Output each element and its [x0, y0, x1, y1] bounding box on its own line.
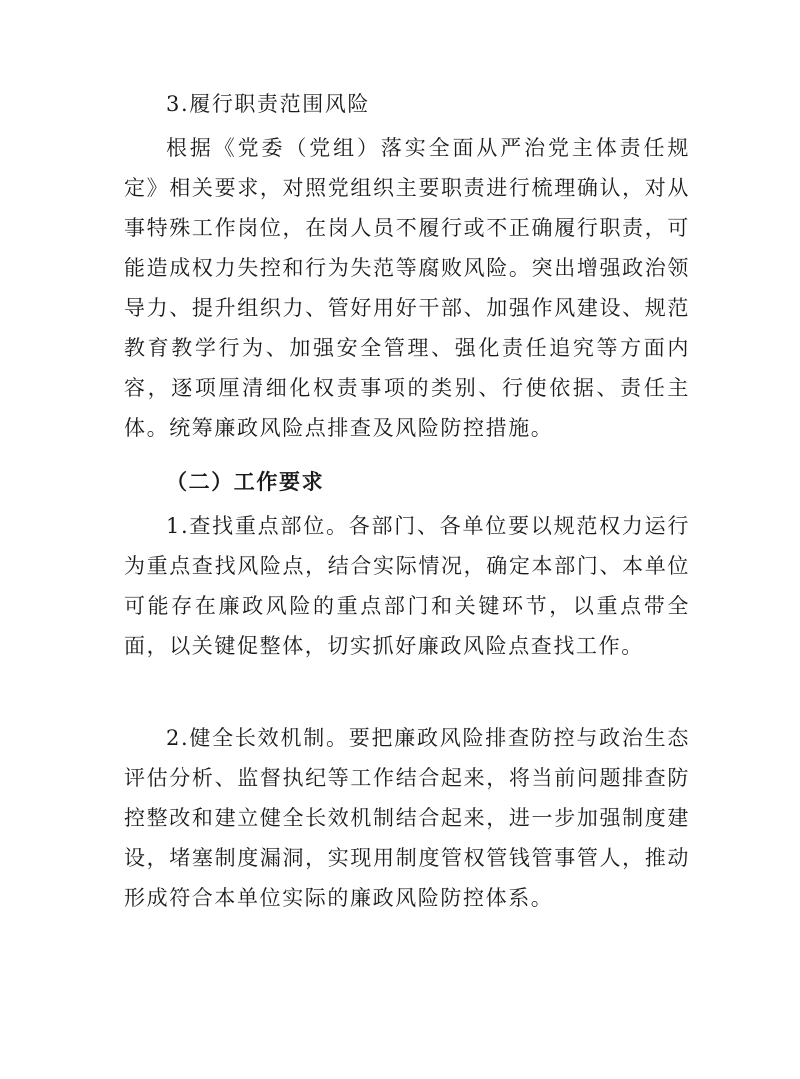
section-3-title: 3.履行职责范围风险: [166, 92, 371, 116]
section-3-body: 根据《党委（党组）落实全面从严治党主体责任规定》相关要求，对照党组织主要职责进行梳理确认，对从事特殊工作岗位，在岗人员不履行或不正确履行职责，可能造成权力失控和行为失范等腐败风险。突出增强政治领导力、提升组织力、管好用好干部、加强作风建设、规范教育教学行为、加强安全管理、强化责任追究等方面内容，逐项厘清细化权责事项的类别、行使依据、责任主体。统筹廉政风险点排查及风险防控措施。: [124, 136, 690, 440]
requirement-item-1: 1.查找重点部位。各部门、各单位要以规范权力运行为重点查找风险点，结合实际情况，确定本部门、本单位可能存在廉政风险的重点部门和关键环节，以重点带全面，以关键促整体，切实抓好廉政风险点查找工作。: [124, 514, 690, 658]
work-requirements-heading: （二）工作要求: [166, 470, 325, 494]
requirement-item-2: 2.健全长效机制。要把廉政风险排查防控与政治生态评估分析、监督执纪等工作结合起来，将当前问题排查防控整改和建立健全长效机制结合起来，进一步加强制度建设，堵塞制度漏洞，实现用制度管权管钱管事管人，推动形成符合本单位实际的廉政风险防控体系。: [124, 726, 690, 910]
